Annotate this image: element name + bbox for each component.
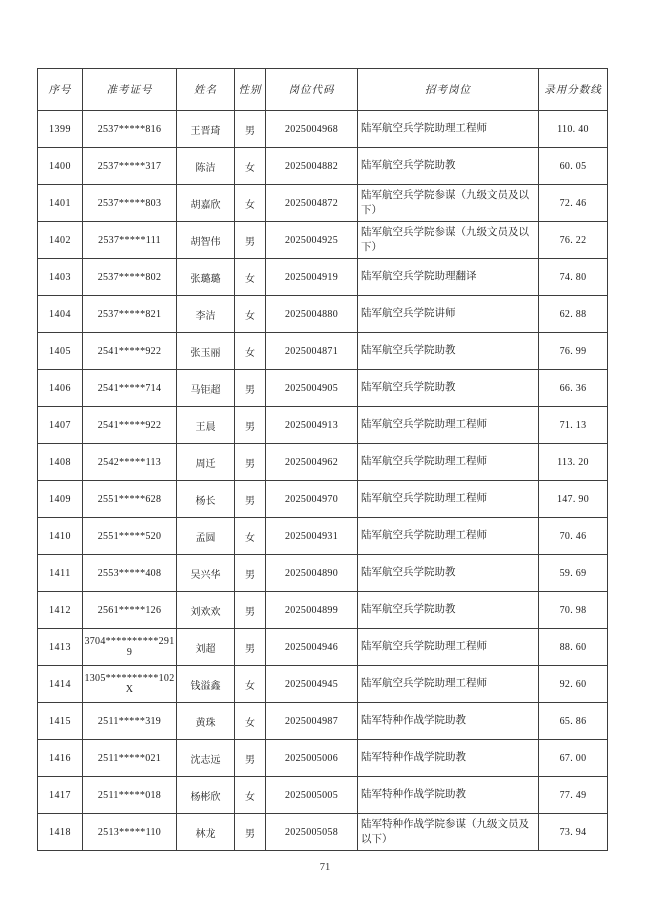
table-cell: 1417 bbox=[38, 777, 83, 814]
table-cell: 1415 bbox=[38, 703, 83, 740]
table-cell: 76. 22 bbox=[539, 222, 608, 259]
table-cell: 胡嘉欣 bbox=[177, 185, 235, 222]
header-cell-index: 序号 bbox=[38, 69, 83, 111]
table-cell: 2025004872 bbox=[266, 185, 358, 222]
table-cell: 马钜超 bbox=[177, 370, 235, 407]
table-cell: 2541*****922 bbox=[83, 407, 177, 444]
table-row bbox=[38, 148, 608, 185]
table-cell: 2542*****113 bbox=[83, 444, 177, 481]
table-cell: 1406 bbox=[38, 370, 83, 407]
table-cell: 男 bbox=[235, 407, 266, 444]
header-cell-ticket-number: 准考证号 bbox=[83, 69, 177, 111]
table-cell: 刘超 bbox=[177, 629, 235, 666]
table-cell: 陆军航空兵学院助理工程师 bbox=[358, 629, 539, 666]
table-cell: 2511*****021 bbox=[83, 740, 177, 777]
table-cell: 1414 bbox=[38, 666, 83, 703]
table-cell: 杨彬欣 bbox=[177, 777, 235, 814]
table-row bbox=[38, 111, 608, 148]
table-cell: 71. 13 bbox=[539, 407, 608, 444]
table-cell: 147. 90 bbox=[539, 481, 608, 518]
table-cell: 王晋琦 bbox=[177, 111, 235, 148]
table-cell: 1399 bbox=[38, 111, 83, 148]
table-cell: 胡智伟 bbox=[177, 222, 235, 259]
table-cell: 陆军特种作战学院助教 bbox=[358, 777, 539, 814]
table-cell: 76. 99 bbox=[539, 333, 608, 370]
table-cell: 吴兴华 bbox=[177, 555, 235, 592]
table-cell: 1401 bbox=[38, 185, 83, 222]
table-cell: 113. 20 bbox=[539, 444, 608, 481]
table-cell: 70. 46 bbox=[539, 518, 608, 555]
table-cell: 2025005058 bbox=[266, 814, 358, 851]
table-row bbox=[38, 222, 608, 259]
table-cell: 女 bbox=[235, 185, 266, 222]
table-cell: 1410 bbox=[38, 518, 83, 555]
table-cell: 73. 94 bbox=[539, 814, 608, 851]
table-cell: 2025004882 bbox=[266, 148, 358, 185]
table-cell: 男 bbox=[235, 111, 266, 148]
table-cell: 2025004919 bbox=[266, 259, 358, 296]
table-cell: 1409 bbox=[38, 481, 83, 518]
table-cell: 男 bbox=[235, 814, 266, 851]
table-cell: 陆军航空兵学院参谋（九级文员及以下） bbox=[358, 185, 539, 222]
table-cell: 黄珠 bbox=[177, 703, 235, 740]
table-cell: 2541*****922 bbox=[83, 333, 177, 370]
table-cell: 2537*****317 bbox=[83, 148, 177, 185]
table-cell: 1404 bbox=[38, 296, 83, 333]
table-cell: 1405 bbox=[38, 333, 83, 370]
table-cell: 陆军特种作战学院助教 bbox=[358, 740, 539, 777]
table-header-row bbox=[38, 69, 608, 111]
table-cell: 2561*****126 bbox=[83, 592, 177, 629]
table-cell: 2537*****111 bbox=[83, 222, 177, 259]
table-cell: 2025004925 bbox=[266, 222, 358, 259]
table-cell: 陆军特种作战学院参谋（九级文员及以下） bbox=[358, 814, 539, 851]
table-cell: 张玉丽 bbox=[177, 333, 235, 370]
table-cell: 女 bbox=[235, 703, 266, 740]
table-cell: 2025004880 bbox=[266, 296, 358, 333]
table-cell: 陆军航空兵学院助教 bbox=[358, 555, 539, 592]
table-cell: 2025004913 bbox=[266, 407, 358, 444]
table-cell: 女 bbox=[235, 148, 266, 185]
table-row bbox=[38, 555, 608, 592]
table-cell: 2513*****110 bbox=[83, 814, 177, 851]
table-row bbox=[38, 333, 608, 370]
table-cell: 2025004946 bbox=[266, 629, 358, 666]
table-cell: 1402 bbox=[38, 222, 83, 259]
table-cell: 2511*****018 bbox=[83, 777, 177, 814]
table-cell: 孟圆 bbox=[177, 518, 235, 555]
table-cell: 2025004899 bbox=[266, 592, 358, 629]
table-cell: 77. 49 bbox=[539, 777, 608, 814]
table-cell: 2537*****816 bbox=[83, 111, 177, 148]
table-cell: 1412 bbox=[38, 592, 83, 629]
table-cell: 1403 bbox=[38, 259, 83, 296]
table-cell: 陆军航空兵学院助理翻译 bbox=[358, 259, 539, 296]
table-cell: 2025004890 bbox=[266, 555, 358, 592]
table-cell: 周迁 bbox=[177, 444, 235, 481]
table-cell: 2025004931 bbox=[266, 518, 358, 555]
table-cell: 2025004962 bbox=[266, 444, 358, 481]
table-cell: 60. 05 bbox=[539, 148, 608, 185]
table-cell: 男 bbox=[235, 444, 266, 481]
table-cell: 沈志远 bbox=[177, 740, 235, 777]
table-cell: 女 bbox=[235, 333, 266, 370]
table-row bbox=[38, 629, 608, 666]
table-row bbox=[38, 481, 608, 518]
table-cell: 女 bbox=[235, 259, 266, 296]
table-row bbox=[38, 185, 608, 222]
table-cell: 1407 bbox=[38, 407, 83, 444]
table-row bbox=[38, 407, 608, 444]
table-cell: 1416 bbox=[38, 740, 83, 777]
table-cell: 男 bbox=[235, 222, 266, 259]
table-cell: 女 bbox=[235, 296, 266, 333]
table-cell: 2551*****628 bbox=[83, 481, 177, 518]
table-cell: 男 bbox=[235, 629, 266, 666]
table-cell: 2025004987 bbox=[266, 703, 358, 740]
table-cell: 王晨 bbox=[177, 407, 235, 444]
table-cell: 66. 36 bbox=[539, 370, 608, 407]
table-cell: 2541*****714 bbox=[83, 370, 177, 407]
page-number: 71 bbox=[319, 862, 331, 873]
header-cell-score-line: 录用分数线 bbox=[539, 69, 608, 111]
table-cell: 刘欢欢 bbox=[177, 592, 235, 629]
table-cell: 65. 86 bbox=[539, 703, 608, 740]
table-cell: 陆军航空兵学院助教 bbox=[358, 370, 539, 407]
table-cell: 林龙 bbox=[177, 814, 235, 851]
table-cell: 陆军航空兵学院助教 bbox=[358, 333, 539, 370]
header-cell-position-code: 岗位代码 bbox=[266, 69, 358, 111]
table-cell: 2551*****520 bbox=[83, 518, 177, 555]
table-cell: 陆军航空兵学院助理工程师 bbox=[358, 518, 539, 555]
table-cell: 1305**********102X bbox=[83, 666, 177, 703]
table-cell: 72. 46 bbox=[539, 185, 608, 222]
table-cell: 1408 bbox=[38, 444, 83, 481]
table-cell: 1413 bbox=[38, 629, 83, 666]
table-cell: 2025005005 bbox=[266, 777, 358, 814]
table-cell: 陆军航空兵学院助理工程师 bbox=[358, 666, 539, 703]
table-cell: 陆军航空兵学院助理工程师 bbox=[358, 407, 539, 444]
table-cell: 男 bbox=[235, 555, 266, 592]
table-cell: 3704**********2919 bbox=[83, 629, 177, 666]
table-cell: 2537*****821 bbox=[83, 296, 177, 333]
table-cell: 62. 88 bbox=[539, 296, 608, 333]
table-cell: 李洁 bbox=[177, 296, 235, 333]
table-cell: 男 bbox=[235, 481, 266, 518]
table-row bbox=[38, 592, 608, 629]
table-cell: 陆军航空兵学院讲师 bbox=[358, 296, 539, 333]
table-cell: 陆军航空兵学院助理工程师 bbox=[358, 111, 539, 148]
table-cell: 2537*****802 bbox=[83, 259, 177, 296]
table-row bbox=[38, 370, 608, 407]
table-cell: 2025004968 bbox=[266, 111, 358, 148]
table-cell: 59. 69 bbox=[539, 555, 608, 592]
table-body bbox=[38, 111, 608, 851]
table-cell: 2025004871 bbox=[266, 333, 358, 370]
table-row bbox=[38, 777, 608, 814]
table-cell: 2025004905 bbox=[266, 370, 358, 407]
table-cell: 陆军特种作战学院助教 bbox=[358, 703, 539, 740]
table-cell: 陆军航空兵学院助理工程师 bbox=[358, 444, 539, 481]
table-cell: 1400 bbox=[38, 148, 83, 185]
table-cell: 1418 bbox=[38, 814, 83, 851]
table-cell: 男 bbox=[235, 740, 266, 777]
table-row bbox=[38, 703, 608, 740]
table-row bbox=[38, 666, 608, 703]
table-cell: 2025004970 bbox=[266, 481, 358, 518]
table-cell: 67. 00 bbox=[539, 740, 608, 777]
table-cell: 陆军航空兵学院助教 bbox=[358, 148, 539, 185]
table-cell: 女 bbox=[235, 666, 266, 703]
table-row bbox=[38, 518, 608, 555]
table-cell: 70. 98 bbox=[539, 592, 608, 629]
table-cell: 2025004945 bbox=[266, 666, 358, 703]
table-row bbox=[38, 740, 608, 777]
table-cell: 2025005006 bbox=[266, 740, 358, 777]
score-table bbox=[37, 68, 608, 851]
header-cell-name: 姓名 bbox=[177, 69, 235, 111]
header-cell-gender: 性别 bbox=[235, 69, 266, 111]
table-cell: 2511*****319 bbox=[83, 703, 177, 740]
table-cell: 74. 80 bbox=[539, 259, 608, 296]
table-cell: 92. 60 bbox=[539, 666, 608, 703]
table-cell: 女 bbox=[235, 777, 266, 814]
table-cell: 张璐璐 bbox=[177, 259, 235, 296]
table-cell: 男 bbox=[235, 370, 266, 407]
table-cell: 2537*****803 bbox=[83, 185, 177, 222]
table-cell: 88. 60 bbox=[539, 629, 608, 666]
table-cell: 钱溢鑫 bbox=[177, 666, 235, 703]
header-cell-position: 招考岗位 bbox=[358, 69, 539, 111]
table-cell: 110. 40 bbox=[539, 111, 608, 148]
table-cell: 2553*****408 bbox=[83, 555, 177, 592]
table-cell: 陆军航空兵学院参谋（九级文员及以下） bbox=[358, 222, 539, 259]
table-row bbox=[38, 814, 608, 851]
table-cell: 陈洁 bbox=[177, 148, 235, 185]
table-row bbox=[38, 444, 608, 481]
table-cell: 男 bbox=[235, 592, 266, 629]
table-row bbox=[38, 296, 608, 333]
table-cell: 1411 bbox=[38, 555, 83, 592]
table-cell: 女 bbox=[235, 518, 266, 555]
table-cell: 陆军航空兵学院助教 bbox=[358, 592, 539, 629]
table-cell: 陆军航空兵学院助理工程师 bbox=[358, 481, 539, 518]
table-cell: 杨长 bbox=[177, 481, 235, 518]
table-row bbox=[38, 259, 608, 296]
